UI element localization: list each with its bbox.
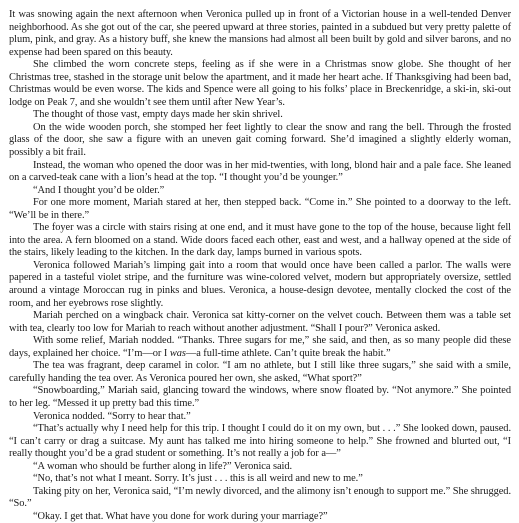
- paragraph: “No, that’s not what I meant. Sorry. It’s just . . . this is all weird and new to me.”: [33, 473, 363, 485]
- paragraph: The thought of those vast, empty days made her skin shrivel.: [33, 109, 283, 121]
- paragraph: Mariah perched on a wingback chair. Veronica sat kitty-corner on the velvet couch. Between them was a table set with tea, clearly too low for Mariah to reach without another adjustment. “Shall I pour?” Veronica asked.: [9, 310, 511, 334]
- emphasis: was: [169, 347, 186, 359]
- paragraph: “And I thought you’d be older.”: [33, 184, 165, 196]
- paragraph: She climbed the worn concrete steps, feeling as if she were in a Christmas snow globe. She thought of her Christmas tree, stashed in the storage unit below the apartment, and it made her heart ache. If Thanksgiving had been bad, Christmas would be even worse. The kids and Spence were all going to his folks’ place in Breckenridge, a ski-in, ski-out lodge on Peak 7, and she wouldn’t see them until after New Year’s.: [9, 59, 511, 108]
- paragraph: “That’s actually why I need help for this trip. I thought I could do it on my own, but . . .” She looked down, paused. “I can’t carry or drag a suitcase. My aunt has talked me into hiring someone to help.” She frowned and blurted out, “I really thought you’d be a grad student or something. It’s not really a job for a—”: [9, 423, 511, 460]
- paragraph: The foyer was a circle with stairs rising at one end, and it must have gone to the top of the house, because light fell into the area. A fern bloomed on a stand. Wide doors faced each other, east and west, and a hallway opened at the side of the stairs, likely leading to the kitchen. In the dark day, lamps burned in various spots.: [9, 222, 511, 259]
- paragraph: Veronica nodded. “Sorry to hear that.”: [33, 410, 191, 422]
- paragraph: On the wide wooden porch, she stomped her feet lightly to clear the snow and rang the bell. Through the frosted glass of the door, she saw a figure with an uneven gait coming forward. She’d imagined a slightly elderly woman, possibly a bit frail.: [9, 121, 511, 159]
- paragraph: “Okay. I get that. What have you done for work during your marriage?”: [33, 510, 328, 522]
- paragraph: Instead, the woman who opened the door was in her mid-twenties, with long, blond hair and a pale face. She leaned on a carved-teak cane with a lion’s head at the top. “I thought you’d be younger.”: [9, 159, 511, 184]
- paragraph: It was snowing again the next afternoon when Veronica pulled up in front of a Victorian house in a well-tended Denver neighborhood. As she got out of the car, she peered upward at three stories, painted in a subdued but very pretty palette of plum, pink, and gray. As a history buff, she knew the mansions had almost all been built by gold and silver barons, and no expense had been spared on this beauty.: [9, 9, 511, 58]
- paragraph: Taking pity on her, Veronica said, “I’m newly divorced, and the alimony isn’t enough to support me.” She shrugged. “So.”: [9, 485, 511, 510]
- paragraph: “Snowboarding,” Mariah said, glancing toward the windows, where snow floated by. “Not anymore.” She pointed to her leg. “Messed it up pretty bad this time.”: [9, 385, 511, 409]
- paragraph: With some relief, Mariah nodded. “Thanks. Three sugars for me,” she said, and then, as so many people did these days, explained her choice. “I’m—or I was—a full-time athlete. Can’t quite break the habit.”: [9, 335, 511, 359]
- paragraph: Veronica followed Mariah’s limping gait into a room that would once have been called a parlor. The walls were papered in a tasteful violet stripe, and the furniture was wine-colored velvet, modern but appropriately oversize, settled around a vintage Moroccan rug in pinks and blues. Veronica, a house-design devotee, mentally clocked the cost of the room, and her eyebrows rose slightly.: [9, 259, 511, 309]
- paragraph: “A woman who should be further along in life?” Veronica said.: [33, 460, 293, 472]
- paragraph: For one more moment, Mariah stared at her, then stepped back. “Come in.” She pointed to a doorway to the left. “We’ll be in there.”: [9, 197, 511, 221]
- paragraph: The tea was fragrant, deep caramel in color. “I am no athlete, but I still like three sugars,” she said with a smile, carefully handing the tea over. As Veronica poured her own, she asked, “What sport?”: [9, 360, 511, 384]
